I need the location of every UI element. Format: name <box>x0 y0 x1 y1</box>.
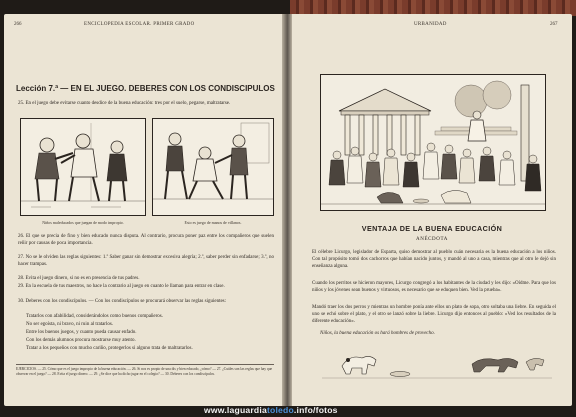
rule-5: Tratar a los pequeños con mucho cariño, protegerlos si alguno trata de maltratarlos. <box>26 346 193 351</box>
footnote-exercises: EJERCICIOS. — 25. Cómo que es el juego impropio de la buena educación. — 26. Si nos es propio de una dis y bien educado, ¿cómo? — 27. ¿Cuáles son las reglas que hay que observar en el juego? — 28. Evita el juego dinero. — 29. ¿Se dice que ha dicho jugar en el colegio? — 30. Deberes con los condiscípulos. <box>16 364 274 376</box>
book-spine <box>282 14 292 406</box>
page-number: 266 <box>14 22 22 27</box>
illustration-boys-fighting <box>20 118 146 216</box>
illustration-drawing <box>153 119 273 215</box>
page-number: 267 <box>550 22 558 27</box>
illustration-licurgo <box>320 74 546 211</box>
left-page <box>4 14 282 406</box>
story-paragraph-2: Cuando los perritos se hicieron mayores, Licurgo congregó a los habitantes de la ciudad y les dijo: «Oídme. Para que los niños y los jóvenes sean buenos y virtuosos, es necesario que se eduquen bien. Ved la prueba». <box>312 281 556 293</box>
illustration-caption-right: Esto es juego de manos de villanos. <box>184 220 242 225</box>
rule-3: Entre los buenos juegos, y cuanto pueda causar enfado. <box>26 330 137 335</box>
running-head: URBANIDAD <box>414 22 447 27</box>
illustration-boys-pushing <box>152 118 274 216</box>
rule-2: No ser egoísta, ni bravo, ni ruin al tratarlos. <box>26 322 114 327</box>
lesson-title: Lección 7.ª — EN EL JUEGO. DEBERES CON LOS CONDISCIPULOS <box>16 84 275 93</box>
rule-1: Tratarlos con afabilidad, considerándolos como buenos compañeros. <box>26 314 164 319</box>
paragraph-27: 27. No se le olviden las reglas siguientes: 1.º Saber ganar sin demostrar excesiva alegría; 2.º, saber perder sin enfadarse; 3.º, no hacer trampas. <box>18 255 274 267</box>
story-moral: Niños, la buena educación os hará hombres de provecho. <box>320 331 435 336</box>
right-page <box>292 14 572 406</box>
intro-paragraph: 25. En el juego debe evitarse cuanto desdice de la buena educación: tres por el suelo, pegarse, maltratarse. <box>18 101 231 106</box>
story-paragraph-1: El célebre Licurgo, legislador de Esparta, quiso demostrar al pueblo cuán necesaria es la buena educación a los niños. Con tal propósito tomó dos cachorros que habían nacido juntos, y mandó al uno a casa, mientras que al otro le dejó sin enseñanza alguna. <box>312 250 556 269</box>
dogs-illustration <box>322 342 552 382</box>
rule-4: Con los demás alumnos procura mostrarse muy atento. <box>26 338 136 343</box>
paragraph-26: 26. El que se precia de fino y bien educado nunca disputa. Al contrario, procura poner paz entre los compañeros que suelen reñir por causas de poca importancia. <box>18 234 274 246</box>
subhead-anecdote: ANÉCDOTA <box>416 237 448 242</box>
illustration-drawing <box>321 75 545 210</box>
paragraph-28: 28. Evita el juego dinero, si no es en presencia de tus padres. <box>18 276 140 281</box>
running-head: ENCICLOPEDIA ESCOLAR. PRIMER GRADO <box>84 22 195 27</box>
illustration-caption-left: Niños maleducados que juegan de modo impropio. <box>42 220 124 225</box>
paragraph-29: 29. En la escuela de tus maestros, no hace la contrario al juego en cuanto le llaman para entrar en clase. <box>18 284 225 289</box>
paragraph-30: 30. Deberes con los condiscípulos. — Con los condiscípulos se procurará observar las reglas siguientes: <box>18 299 227 304</box>
story-paragraph-3: Mandó traer los dos perros y mientras un hombre ponía ante ellos un plato de sopa, otro soltaba una liebre. En seguida el uno se echó sobre el plato, y el otro se lanzó sobre la liebre. Licurgo dijo entonces al pueblo: «Ved los resultados de la diferente educación». <box>312 305 556 324</box>
watermark: www.laguardiatoledo.info/fotos <box>204 405 338 415</box>
illustration-drawing <box>21 119 145 215</box>
section-title: VENTAJA DE LA BUENA EDUCACIÓN <box>361 224 503 233</box>
